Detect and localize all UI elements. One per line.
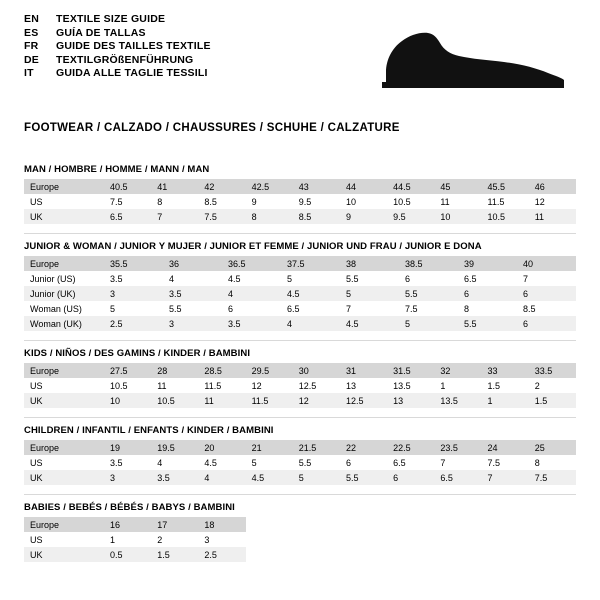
cell: 36 bbox=[163, 256, 222, 271]
table-row bbox=[24, 470, 576, 485]
cell: 10.5 bbox=[151, 393, 198, 408]
cell: 7 bbox=[346, 303, 352, 314]
section-kids bbox=[24, 340, 576, 417]
cell: 1.5 bbox=[529, 393, 576, 408]
spacer bbox=[24, 224, 576, 233]
table-row bbox=[24, 301, 576, 316]
row-label: Europe bbox=[24, 256, 104, 271]
language-title: TEXTILGRÖßENFÜHRUNG bbox=[56, 53, 194, 66]
cell: 2 bbox=[157, 534, 163, 545]
cell: 1.5 bbox=[487, 380, 501, 391]
cell: 29.5 bbox=[246, 363, 293, 378]
cell: 22.5 bbox=[387, 440, 434, 455]
cell: 35.5 bbox=[104, 256, 163, 271]
language-title: GUIDE DES TAILLES TEXTILE bbox=[56, 40, 211, 52]
cell: 7.5 bbox=[529, 470, 576, 485]
language-title-list bbox=[24, 14, 211, 82]
cell: 2.5 bbox=[198, 547, 245, 562]
cell: 20 bbox=[198, 440, 245, 455]
cell: 6 bbox=[228, 303, 234, 314]
language-code: EN bbox=[24, 13, 39, 25]
cell: 4.5 bbox=[246, 470, 293, 485]
table-body bbox=[24, 179, 576, 224]
row-label: UK bbox=[24, 393, 104, 408]
cell: 2 bbox=[534, 380, 540, 391]
cell-empty bbox=[387, 547, 434, 562]
cell: 5 bbox=[287, 273, 293, 284]
cell: 28 bbox=[151, 363, 198, 378]
spacer bbox=[24, 331, 576, 340]
cell-empty bbox=[387, 532, 434, 547]
language-row bbox=[24, 28, 211, 42]
row-label: Europe bbox=[24, 517, 104, 532]
size-table-man bbox=[24, 179, 576, 224]
cell: 6.5 bbox=[464, 273, 477, 284]
cell: 4.5 bbox=[204, 457, 217, 468]
cell: 4 bbox=[281, 316, 340, 331]
cell: 1.5 bbox=[151, 547, 198, 562]
table-row bbox=[24, 363, 576, 378]
cell: 43 bbox=[293, 179, 340, 194]
cell: 4 bbox=[169, 273, 175, 284]
cell: 10.5 bbox=[110, 380, 128, 391]
cell: 2.5 bbox=[104, 316, 163, 331]
document-header bbox=[0, 0, 600, 112]
page-title: FOOTWEAR / CALZADO / CHAUSSURES / SCHUHE / CALZATURE bbox=[24, 122, 400, 134]
row-label: UK bbox=[24, 209, 104, 224]
cell-empty bbox=[246, 532, 293, 547]
cell: 1 bbox=[110, 534, 116, 545]
cell: 33 bbox=[482, 363, 529, 378]
cell-empty bbox=[482, 517, 529, 532]
table-row bbox=[24, 286, 576, 301]
cell: 36.5 bbox=[222, 256, 281, 271]
cell: 12 bbox=[251, 380, 262, 391]
row-label: US bbox=[30, 457, 43, 468]
cell: 1 bbox=[440, 380, 446, 391]
cell-empty bbox=[482, 532, 529, 547]
table-body bbox=[24, 363, 576, 408]
cell: 42.5 bbox=[246, 179, 293, 194]
cell: 5.5 bbox=[169, 303, 182, 314]
cell: 11.5 bbox=[204, 380, 222, 391]
table-row bbox=[24, 256, 576, 271]
cell: 5.5 bbox=[399, 286, 458, 301]
size-table-children bbox=[24, 440, 576, 485]
cell: 8.5 bbox=[523, 303, 536, 314]
language-title: GUÍA DE TALLAS bbox=[56, 26, 146, 39]
cell: 12.5 bbox=[298, 380, 317, 391]
cell: 11 bbox=[440, 196, 450, 207]
spacer bbox=[24, 408, 576, 417]
table-row bbox=[24, 440, 576, 455]
section-title: BABIES / BEBÉS / BÉBÉS / BABYS / BAMBINI bbox=[24, 494, 576, 517]
cell: 40.5 bbox=[104, 179, 151, 194]
cell: 7 bbox=[482, 470, 529, 485]
cell: 46 bbox=[529, 179, 576, 194]
dress-shoe-icon bbox=[374, 22, 574, 94]
cell: 25 bbox=[529, 440, 576, 455]
cell: 42 bbox=[198, 179, 245, 194]
section-title: MAN / HOMBRE / HOMME / MANN / MAN bbox=[24, 164, 210, 175]
table-row bbox=[24, 393, 576, 408]
cell: 11 bbox=[529, 209, 576, 224]
section-title: KIDS / NIÑOS / DES GAMINS / KINDER / BAMBINI bbox=[24, 340, 576, 363]
cell: 8 bbox=[464, 303, 470, 314]
row-label: Europe bbox=[24, 179, 104, 194]
cell: 7.5 bbox=[487, 457, 501, 468]
cell-empty bbox=[293, 532, 340, 547]
cell: 4 bbox=[198, 470, 245, 485]
cell: 13 bbox=[345, 380, 356, 391]
cell: 16 bbox=[104, 517, 151, 532]
cell: 4 bbox=[222, 286, 281, 301]
language-title: TEXTILE SIZE GUIDE bbox=[56, 13, 166, 25]
language-row bbox=[24, 55, 211, 69]
table-body bbox=[24, 440, 576, 485]
cell: 7 bbox=[151, 209, 198, 224]
table-row bbox=[24, 517, 576, 532]
cell-empty bbox=[340, 532, 387, 547]
cell: 9.5 bbox=[298, 196, 312, 207]
cell: 4.5 bbox=[228, 273, 241, 284]
cell: 1 bbox=[482, 393, 529, 408]
language-code: FR bbox=[24, 40, 39, 52]
cell: 44.5 bbox=[387, 179, 434, 194]
table-row bbox=[24, 455, 576, 470]
table-body bbox=[24, 517, 576, 562]
cell: 5.5 bbox=[458, 316, 517, 331]
cell: 6 bbox=[517, 286, 576, 301]
cell: 0.5 bbox=[104, 547, 151, 562]
table-row bbox=[24, 271, 576, 286]
table-row bbox=[24, 316, 576, 331]
size-sections bbox=[0, 164, 600, 562]
row-label: Woman (US) bbox=[30, 303, 82, 314]
cell: 28.5 bbox=[198, 363, 245, 378]
section-title: JUNIOR & WOMAN / JUNIOR Y MUJER / JUNIOR ET FEMME / JUNIOR UND FRAU / JUNIOR E DONA bbox=[24, 233, 576, 256]
cell: 7 bbox=[440, 457, 446, 468]
cell: 39 bbox=[458, 256, 517, 271]
cell: 44 bbox=[340, 179, 387, 194]
section-title: CHILDREN / INFANTIL / ENFANTS / KINDER / BAMBINI bbox=[24, 417, 576, 440]
table-row bbox=[24, 209, 576, 224]
cell-empty bbox=[340, 547, 387, 562]
cell: 18 bbox=[198, 517, 245, 532]
row-label: Junior (US) bbox=[30, 273, 76, 284]
cell: 21.5 bbox=[293, 440, 340, 455]
cell: 3.5 bbox=[163, 286, 222, 301]
cell: 22 bbox=[340, 440, 387, 455]
cell: 10.5 bbox=[393, 196, 411, 207]
cell-empty bbox=[246, 517, 293, 532]
cell: 17 bbox=[151, 517, 198, 532]
cell: 4.5 bbox=[340, 316, 399, 331]
section-children bbox=[24, 417, 576, 494]
cell: 8 bbox=[157, 196, 163, 207]
cell: 5 bbox=[293, 470, 340, 485]
cell: 11.5 bbox=[246, 393, 293, 408]
row-label: Europe bbox=[24, 363, 104, 378]
cell-empty bbox=[434, 547, 481, 562]
row-label: US bbox=[30, 534, 43, 545]
cell: 6.5 bbox=[393, 457, 406, 468]
table-row bbox=[24, 194, 576, 209]
cell: 9 bbox=[251, 196, 257, 207]
cell: 37.5 bbox=[281, 256, 340, 271]
cell: 6.5 bbox=[287, 303, 300, 314]
cell: 33.5 bbox=[529, 363, 576, 378]
cell: 3 bbox=[163, 316, 222, 331]
cell-empty bbox=[529, 532, 576, 547]
cell: 13 bbox=[387, 393, 434, 408]
cell: 12 bbox=[534, 196, 545, 207]
cell: 21 bbox=[246, 440, 293, 455]
cell-empty bbox=[246, 547, 293, 562]
cell: 32 bbox=[434, 363, 481, 378]
table-row bbox=[24, 547, 576, 562]
size-table-junior-woman bbox=[24, 256, 576, 331]
cell: 3.5 bbox=[110, 273, 123, 284]
cell: 41 bbox=[151, 179, 198, 194]
language-row bbox=[24, 14, 211, 28]
table-row bbox=[24, 179, 576, 194]
size-table-kids bbox=[24, 363, 576, 408]
cell: 5.5 bbox=[298, 457, 312, 468]
spacer bbox=[24, 485, 576, 494]
cell: 6 bbox=[517, 316, 576, 331]
cell-empty bbox=[293, 517, 340, 532]
row-label: Europe bbox=[24, 440, 104, 455]
cell: 3 bbox=[204, 534, 210, 545]
cell: 6 bbox=[387, 470, 434, 485]
cell: 12.5 bbox=[340, 393, 387, 408]
cell: 6 bbox=[458, 286, 517, 301]
cell: 6 bbox=[345, 457, 351, 468]
row-label: Woman (UK) bbox=[24, 316, 104, 331]
cell: 3.5 bbox=[151, 470, 198, 485]
cell: 4.5 bbox=[281, 286, 340, 301]
cell: 9 bbox=[340, 209, 387, 224]
language-code: ES bbox=[24, 26, 39, 39]
cell: 8.5 bbox=[204, 196, 217, 207]
cell: 27.5 bbox=[104, 363, 151, 378]
cell: 30 bbox=[293, 363, 340, 378]
section-junior-woman bbox=[24, 233, 576, 340]
cell: 3.5 bbox=[110, 457, 123, 468]
cell-empty bbox=[529, 517, 576, 532]
cell-empty bbox=[293, 547, 340, 562]
cell: 4 bbox=[157, 457, 163, 468]
cell: 5 bbox=[251, 457, 257, 468]
cell: 5 bbox=[340, 286, 399, 301]
cell: 11.5 bbox=[487, 196, 505, 207]
cell: 13.5 bbox=[434, 393, 481, 408]
cell: 38.5 bbox=[399, 256, 458, 271]
cell: 5 bbox=[399, 316, 458, 331]
cell: 5.5 bbox=[346, 273, 359, 284]
cell-empty bbox=[434, 532, 481, 547]
cell: 19 bbox=[104, 440, 151, 455]
cell: 6.5 bbox=[434, 470, 481, 485]
cell: 12 bbox=[293, 393, 340, 408]
language-code: IT bbox=[24, 67, 34, 79]
cell-empty bbox=[434, 517, 481, 532]
cell: 23.5 bbox=[434, 440, 481, 455]
cell: 10 bbox=[434, 209, 481, 224]
cell-empty bbox=[482, 547, 529, 562]
cell: 9.5 bbox=[387, 209, 434, 224]
cell: 24 bbox=[482, 440, 529, 455]
section-man bbox=[24, 164, 576, 233]
cell: 13.5 bbox=[393, 380, 411, 391]
cell: 5 bbox=[110, 303, 116, 314]
cell: 3 bbox=[104, 286, 163, 301]
cell: 7.5 bbox=[110, 196, 123, 207]
cell: 3 bbox=[104, 470, 151, 485]
cell: 7.5 bbox=[405, 303, 418, 314]
language-row bbox=[24, 68, 211, 82]
cell: 45 bbox=[434, 179, 481, 194]
cell: 10 bbox=[104, 393, 151, 408]
row-label: US bbox=[30, 196, 43, 207]
cell: 31 bbox=[340, 363, 387, 378]
cell: 19.5 bbox=[151, 440, 198, 455]
cell: 31.5 bbox=[387, 363, 434, 378]
cell: 10 bbox=[345, 196, 356, 207]
cell: 7.5 bbox=[198, 209, 245, 224]
cell: 7 bbox=[523, 273, 529, 284]
cell: 5.5 bbox=[340, 470, 387, 485]
cell: 6 bbox=[405, 273, 411, 284]
table-body bbox=[24, 256, 576, 331]
table-row bbox=[24, 532, 576, 547]
cell: 8 bbox=[246, 209, 293, 224]
cell: 8.5 bbox=[293, 209, 340, 224]
cell: 11 bbox=[198, 393, 245, 408]
table-row bbox=[24, 378, 576, 393]
language-title: GUIDA ALLE TAGLIE TESSILI bbox=[56, 67, 208, 79]
row-label: UK bbox=[24, 547, 104, 562]
cell-empty bbox=[340, 517, 387, 532]
cell: 6.5 bbox=[104, 209, 151, 224]
language-row bbox=[24, 41, 211, 55]
cell: 3.5 bbox=[222, 316, 281, 331]
cell-empty bbox=[387, 517, 434, 532]
row-label: Junior (UK) bbox=[24, 286, 104, 301]
section-babies bbox=[24, 494, 576, 562]
size-table-babies bbox=[24, 517, 576, 562]
cell-empty bbox=[529, 547, 576, 562]
cell: 10.5 bbox=[482, 209, 529, 224]
cell: 11 bbox=[157, 380, 167, 391]
language-title-body bbox=[24, 14, 211, 82]
language-code: DE bbox=[24, 53, 39, 66]
cell: 38 bbox=[340, 256, 399, 271]
cell: 45.5 bbox=[482, 179, 529, 194]
cell: 8 bbox=[534, 457, 540, 468]
row-label: UK bbox=[24, 470, 104, 485]
cell: 40 bbox=[517, 256, 576, 271]
row-label: US bbox=[30, 380, 43, 391]
